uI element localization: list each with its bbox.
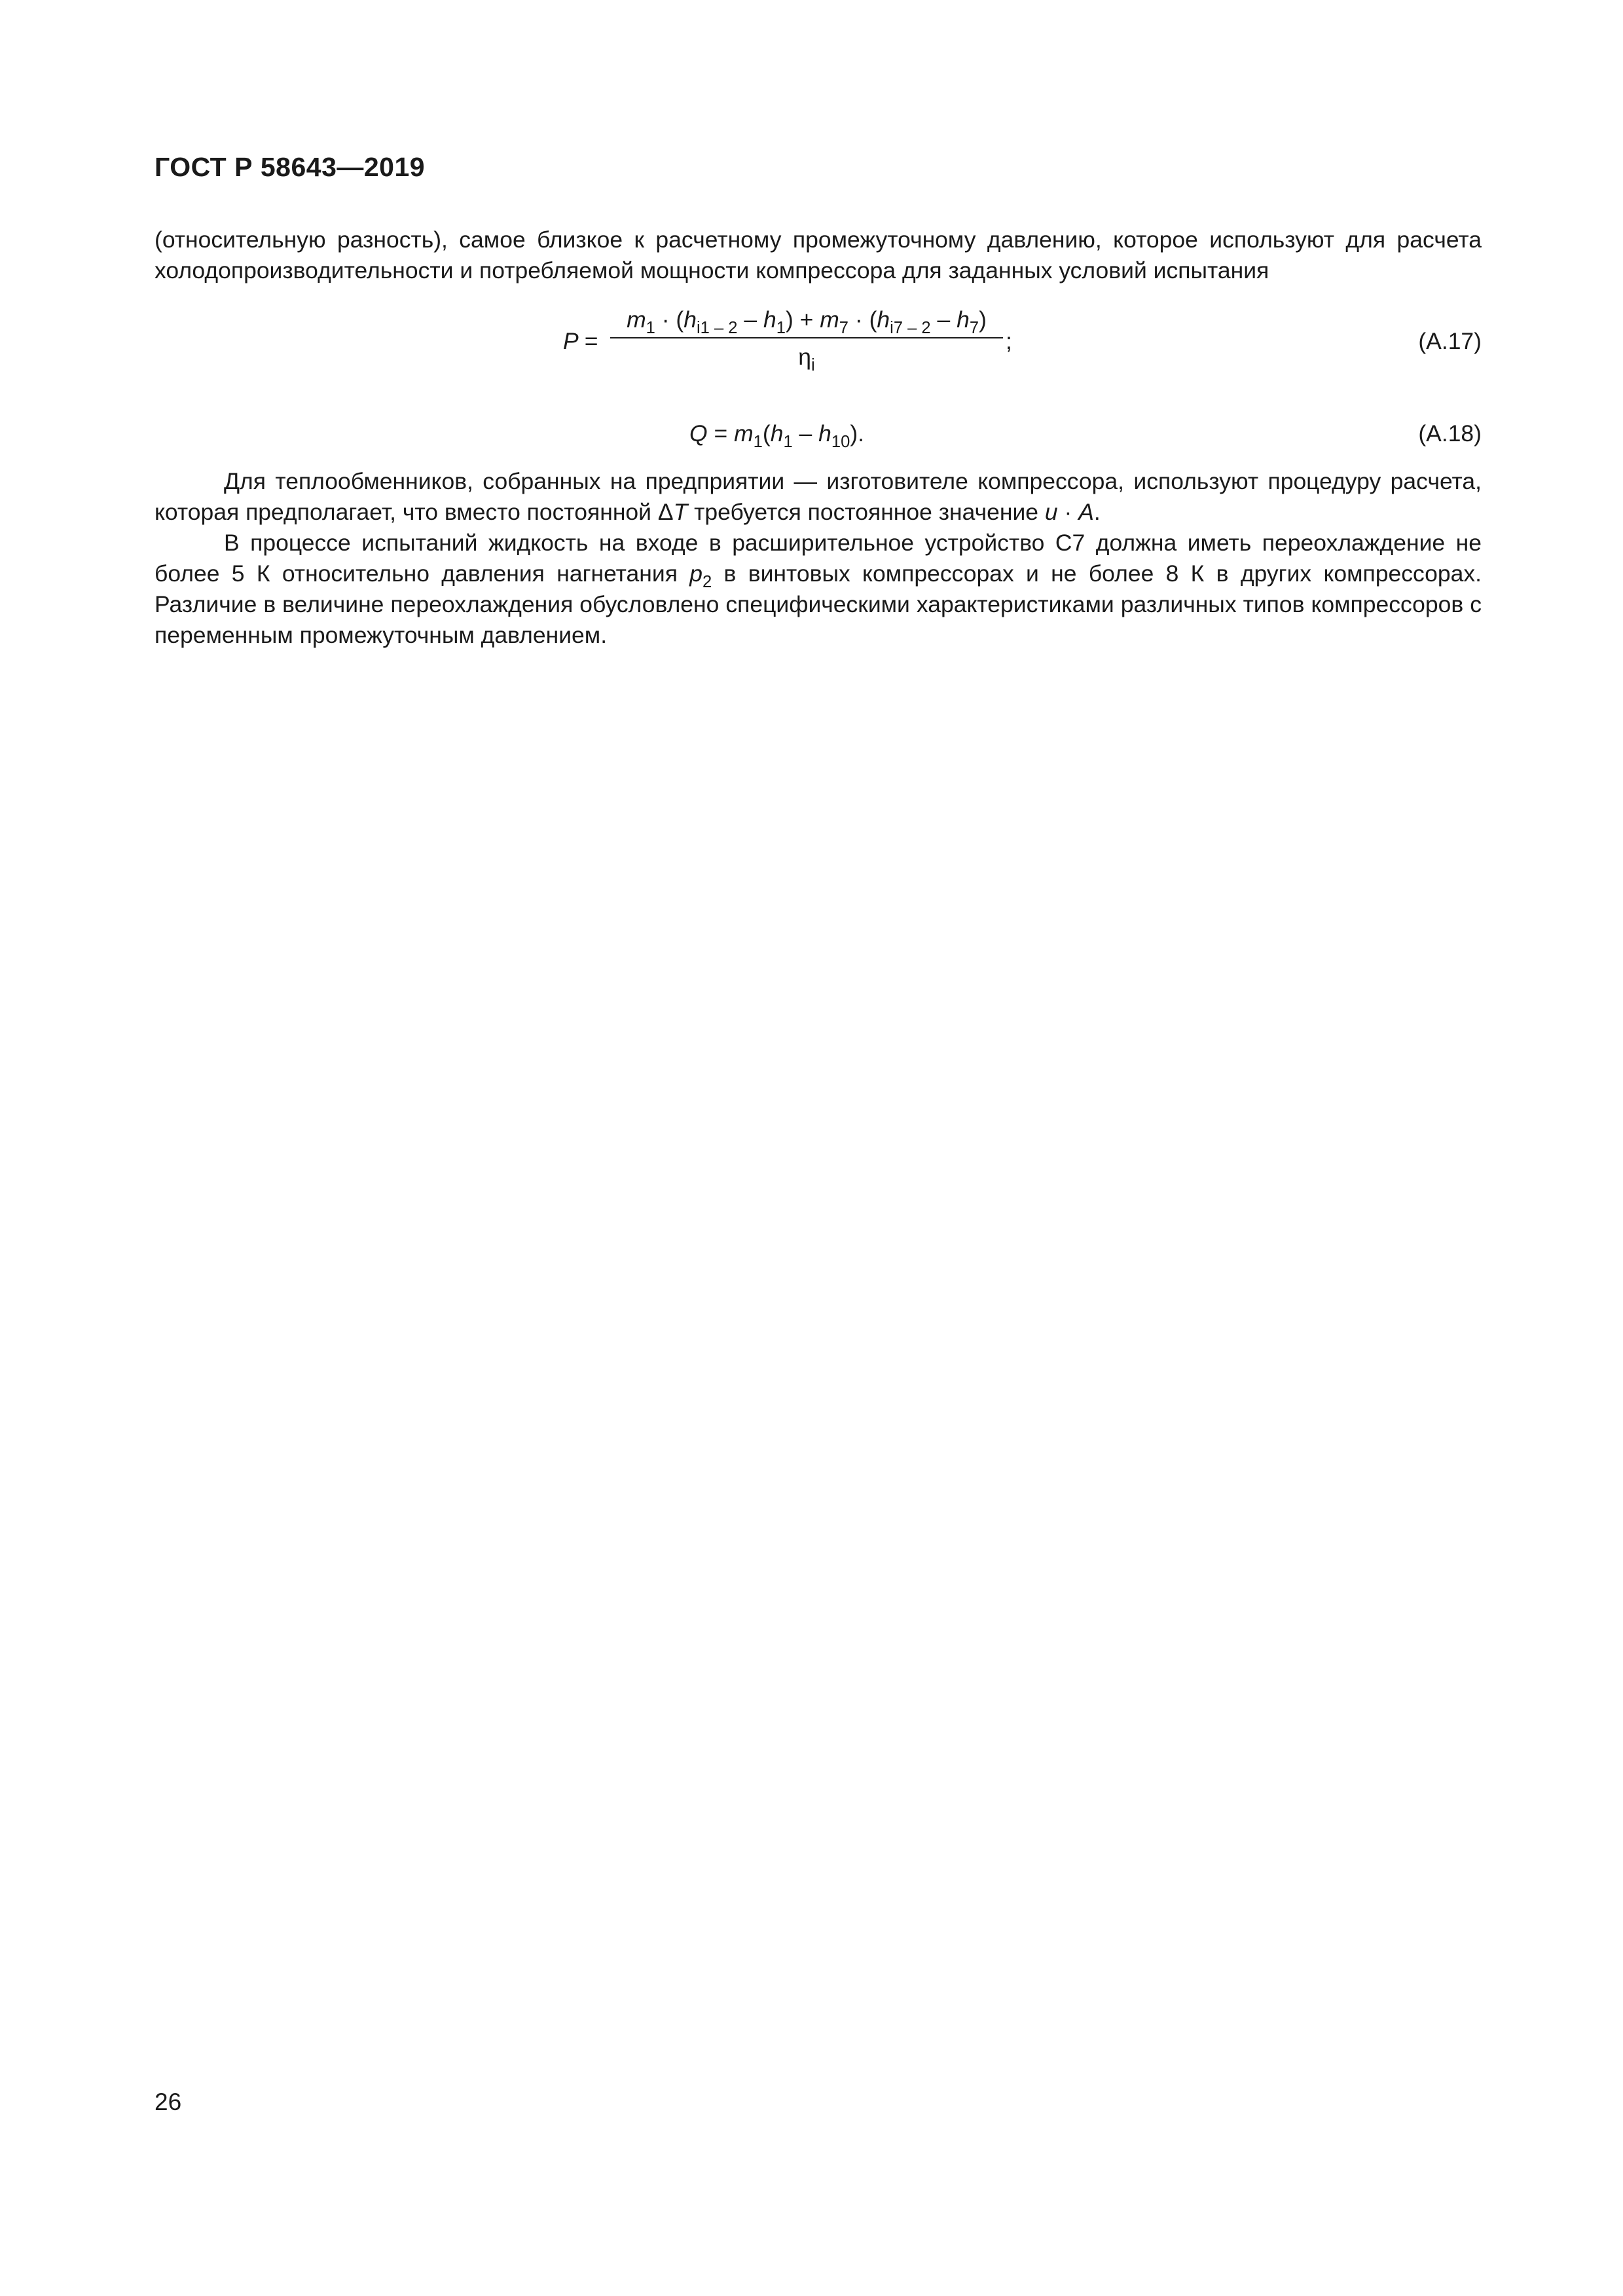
formula-a18 (689, 420, 865, 451)
var-h-i1-2: h (684, 306, 697, 333)
op-minus: – (792, 420, 819, 446)
sub-i7-2: i7 – 2 (890, 318, 931, 337)
sub-i1-2: i1 – 2 (696, 318, 738, 337)
var-eta: η (798, 344, 812, 370)
var-h1: h (763, 306, 776, 333)
op-dot2: · ( (848, 306, 877, 333)
op-minus1: – (737, 306, 763, 333)
op-open: ( (762, 420, 771, 446)
formula-a17-terminator: ; (1006, 328, 1012, 354)
equation-number-a18: (А.18) (1418, 420, 1482, 446)
sub-eta: i (811, 355, 815, 374)
op-close2: ) (979, 306, 987, 333)
var-u: u (1044, 499, 1058, 525)
para1-end: . (1093, 499, 1101, 525)
sub-p: 2 (702, 572, 712, 591)
equation-number-a17: (А.17) (1418, 328, 1482, 354)
para1-text-b: требуется постоянное значение (687, 499, 1045, 525)
op-dot1: · ( (655, 306, 684, 333)
sub-m1: 1 (646, 318, 655, 337)
formula-a17-fraction (610, 303, 1003, 375)
var-m1: m (627, 306, 646, 333)
op-dot: · (1057, 499, 1079, 525)
page-number: 26 (155, 2088, 182, 2115)
op-minus2: – (930, 306, 957, 333)
intro-text: (относительную разность), самое близкое к расчетному промежуточному давлению, которое используют для расчета холодопроизводительности и потребляемой мощности компрессора для заданных условий испытания (155, 227, 1482, 283)
op-close-plus: ) + (785, 306, 820, 333)
var-p: p (689, 560, 703, 587)
sub-h1: 1 (776, 318, 786, 337)
sub-h7: 7 (969, 318, 979, 337)
sub-m7: 7 (839, 318, 849, 337)
para2-text-b: в винтовых компрессорах и не более 8 К в других компрессорах. Различие в величине переохлаждения обусловлено специфическими характеристиками различных типов компрессоров с переменным промежуточным давлением. (155, 560, 1482, 648)
var-m7: m (820, 306, 839, 333)
document-header: ГОСТ Р 58643—2019 (155, 152, 426, 182)
paragraph-subcooling (155, 528, 1482, 651)
var-q: Q (689, 420, 708, 446)
intro-paragraph (155, 225, 1482, 286)
formula-a17-lhs-text: P = (563, 328, 598, 354)
para1-text-a: Для теплообменников, собранных на предприятии — изготовителе компрессора, используют процедуру расчета, которая предполагает, что вместо постоянной Δ (155, 468, 1482, 525)
para2-text-a: В процессе испытаний жидкость на входе в расширительное устройство С7 должна иметь переохлаждение не более 5 К относительно давления нагнетания (155, 530, 1482, 587)
body-paragraphs (155, 466, 1482, 651)
formula-a17-denominator (610, 338, 1003, 375)
sub-h10: 10 (831, 432, 850, 451)
var-m: m (734, 420, 754, 446)
var-h1: h (770, 420, 784, 446)
formula-a17-numerator (610, 303, 1003, 336)
paragraph-heat-exchangers (155, 466, 1482, 528)
var-h10: h (818, 420, 831, 446)
sub-m: 1 (753, 432, 763, 451)
var-a: A (1078, 499, 1094, 525)
var-t: T (673, 499, 688, 525)
var-h-i7-2: h (877, 306, 890, 333)
op-close: ). (850, 420, 865, 446)
sub-h1: 1 (783, 432, 793, 451)
formula-a17-lhs (563, 328, 598, 355)
op-equals: = (707, 420, 735, 446)
var-h7: h (957, 306, 970, 333)
formula-a17 (563, 303, 1034, 382)
